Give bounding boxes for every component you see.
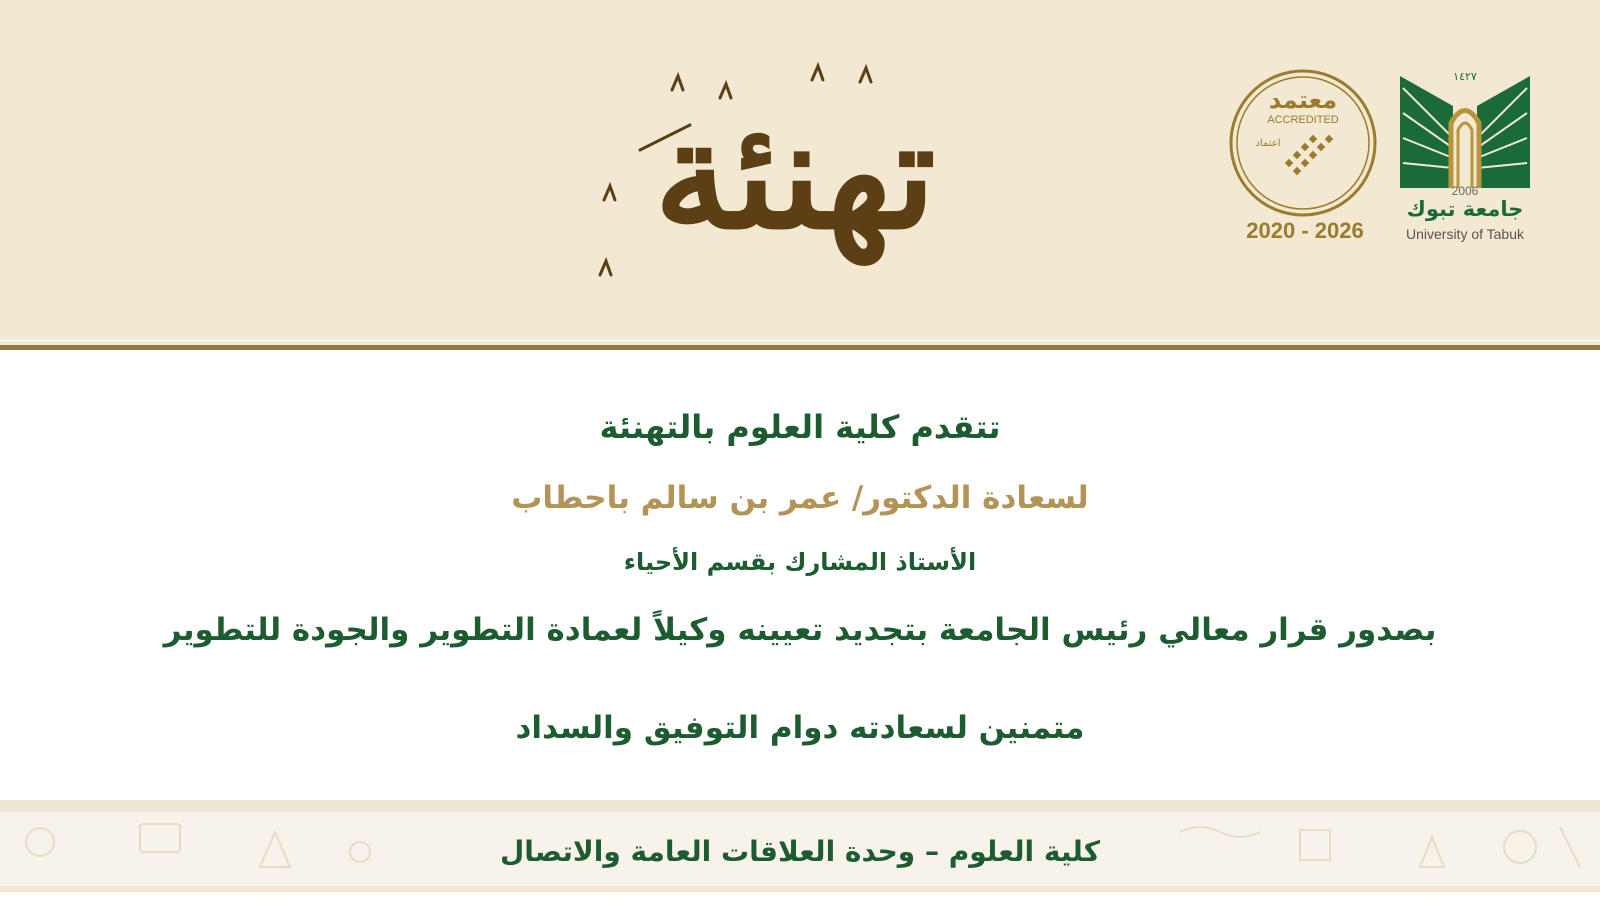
seal-inner-label: اعتماد — [1255, 138, 1281, 149]
flourish-mark — [812, 66, 823, 80]
calligraphy-flourishes — [580, 60, 1000, 290]
flourish-mark — [860, 68, 871, 82]
congratulation-intro: تتقدم كلية العلوم بالتهنئة — [599, 408, 1001, 446]
wishes-text: متمنين لسعادته دوام التوفيق والسداد — [515, 710, 1085, 746]
page-title: تهنئة — [654, 87, 936, 263]
flourish-mark — [640, 125, 690, 150]
flourish-mark — [672, 76, 683, 90]
seal-en-label: ACCREDITED — [1267, 114, 1339, 126]
footer-credit: كلية العلوم – وحدة العلاقات العامة والاتصال — [500, 835, 1100, 868]
university-hijri-year: ١٤٢٧ — [1453, 70, 1477, 83]
flourish-mark — [720, 84, 731, 98]
announcement-text: بصدور قرار معالي رئيس الجامعة بتجديد تعيينه وكيلاً لعمادة التطوير والجودة للتطوير — [163, 612, 1437, 648]
university-name-ar: جامعة تبوك — [1406, 197, 1524, 221]
footer-bottom-band — [0, 886, 1600, 892]
header-divider-thin — [0, 340, 1600, 341]
university-year: 2006 — [1451, 184, 1479, 198]
university-logo — [1395, 68, 1535, 196]
flourish-mark — [600, 261, 611, 275]
accreditation-seal — [1228, 68, 1378, 218]
seal-ar-label: معتمد — [1268, 86, 1338, 114]
recipient-name: لسعادة الدكتور/ عمر بن سالم باحطاب — [511, 480, 1089, 516]
university-emblem-icon — [1395, 68, 1535, 196]
seal-years: 2020 - 2026 — [1246, 218, 1364, 243]
university-name-en: University of Tabuk — [1405, 226, 1524, 242]
header-divider — [0, 345, 1600, 350]
flourish-mark — [604, 186, 615, 200]
recipient-title: الأستاذ المشارك بقسم الأحياء — [623, 548, 977, 576]
